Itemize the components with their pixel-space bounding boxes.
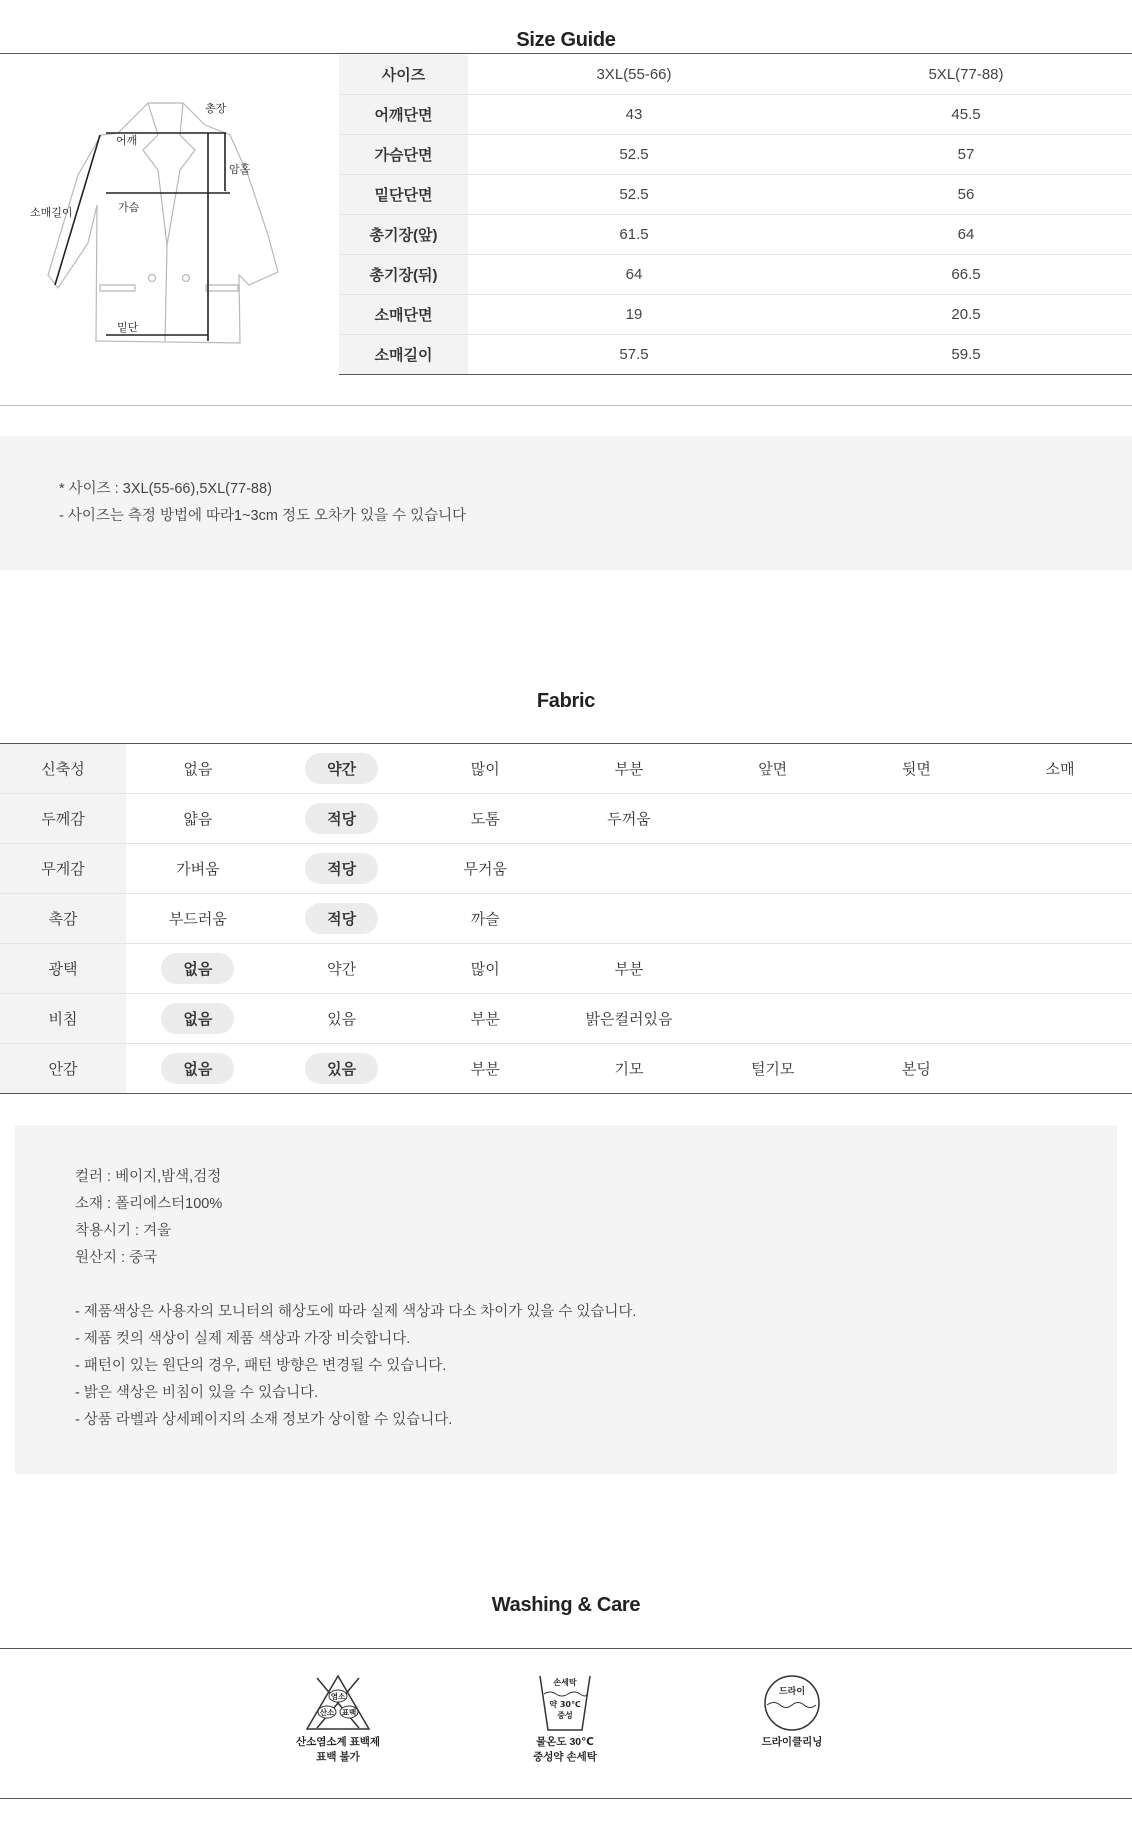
size-table-header-row — [339, 55, 1132, 95]
size-value-cell: 19 — [468, 295, 800, 335]
fabric-option-text: 없음 — [161, 953, 234, 984]
fabric-info-line: 컬러 : 베이지,밤색,검정 — [75, 1169, 222, 1185]
fabric-row-label: 촉감 — [0, 894, 126, 944]
hand-wash-label-1: 물온도 30℃ — [536, 1736, 594, 1748]
fabric-option — [845, 1044, 989, 1094]
fabric-note-spacer — [75, 1272, 636, 1299]
fabric-option-text: 적당 — [305, 803, 378, 834]
fabric-option — [701, 1044, 845, 1094]
fabric-option-text: 부분 — [470, 1061, 500, 1078]
size-row-label: 총기장(뒤) — [339, 255, 468, 295]
size-header-col: 3XL(55-66) — [468, 55, 800, 95]
fabric-option — [845, 844, 989, 894]
size-value-cell: 57 — [800, 135, 1132, 175]
fabric-option — [413, 1044, 557, 1094]
fabric-row — [0, 744, 1132, 794]
fabric-option — [845, 894, 989, 944]
size-value-cell: 59.5 — [800, 335, 1132, 375]
fabric-option-text: 뒷면 — [901, 761, 931, 778]
fabric-option-text: 약간 — [305, 753, 378, 784]
label-chongjang: 총장 — [205, 102, 227, 115]
size-value-cell: 43 — [468, 95, 800, 135]
fabric-option-text: 적당 — [305, 853, 378, 884]
size-guide-title: Size Guide — [516, 29, 616, 51]
fabric-option — [557, 844, 701, 894]
size-note-box — [0, 436, 1132, 570]
fabric-option — [270, 994, 414, 1044]
fabric-option-text: 털기모 — [750, 1061, 795, 1078]
no-bleach-label-1: 산소염소계 표백제 — [295, 1736, 381, 1748]
size-table-row — [339, 335, 1132, 375]
size-table-row — [339, 175, 1132, 215]
fabric-option-text: 있음 — [305, 1053, 378, 1084]
fabric-option-text: 도톰 — [470, 811, 500, 828]
fabric-row — [0, 944, 1132, 994]
fabric-option-text: 부드러움 — [168, 911, 227, 928]
fabric-note-line: - 패턴이 있는 원단의 경우, 패턴 방향은 변경될 수 있습니다. — [75, 1358, 447, 1374]
size-value-cell: 52.5 — [468, 175, 800, 215]
fabric-option-selected — [270, 1044, 414, 1094]
hand-wash-icon — [505, 1672, 625, 1764]
fabric-row-label: 안감 — [0, 1044, 126, 1094]
dry-clean-top-text: 드라이 — [778, 1687, 806, 1697]
fabric-option — [988, 1044, 1132, 1094]
size-value-cell: 61.5 — [468, 215, 800, 255]
hand-wash-bottom-text: 중성 — [557, 1711, 573, 1720]
size-row-label: 어깨단면 — [339, 95, 468, 135]
fabric-option-text: 부분 — [614, 961, 644, 978]
fabric-info-line: 원산지 : 중국 — [75, 1250, 158, 1266]
fabric-option — [845, 794, 989, 844]
size-value-cell: 56 — [800, 175, 1132, 215]
size-table-row — [339, 295, 1132, 335]
fabric-option-text: 적당 — [305, 903, 378, 934]
size-guide-bottom-divider — [0, 405, 1132, 406]
fabric-option-text: 부분 — [470, 1011, 500, 1028]
fabric-option-text: 부분 — [614, 761, 644, 778]
fabric-option-text: 많이 — [470, 761, 500, 778]
size-value-cell: 20.5 — [800, 295, 1132, 335]
fabric-option — [557, 994, 701, 1044]
size-value-cell: 52.5 — [468, 135, 800, 175]
washing-care-title: Washing & Care — [491, 1594, 641, 1616]
fabric-option-text: 있음 — [327, 1011, 357, 1028]
fabric-note-line: - 밝은 색상은 비침이 있을 수 있습니다. — [75, 1385, 319, 1401]
fabric-table — [0, 744, 1132, 1094]
fabric-option — [701, 994, 845, 1044]
fabric-info-line: 소재 : 폴리에스터100% — [75, 1196, 223, 1212]
no-bleach-left-text: 산소 — [319, 1708, 335, 1717]
hand-wash-label-2: 중성약 손세탁 — [533, 1751, 597, 1763]
fabric-row-label: 광택 — [0, 944, 126, 994]
fabric-option-selected — [270, 844, 414, 894]
fabric-option-selected — [270, 894, 414, 944]
fabric-option-text: 없음 — [161, 1003, 234, 1034]
fabric-option — [126, 844, 270, 894]
fabric-option-selected — [126, 994, 270, 1044]
fabric-option-text: 본딩 — [901, 1061, 931, 1078]
label-eokkae: 어깨 — [116, 134, 138, 147]
fabric-option-text: 많이 — [470, 961, 500, 978]
fabric-row — [0, 1044, 1132, 1094]
size-value-cell: 57.5 — [468, 335, 800, 375]
fabric-row — [0, 844, 1132, 894]
label-somae: 소매길이 — [30, 206, 73, 219]
size-table-row — [339, 255, 1132, 295]
fabric-row-label: 두께감 — [0, 794, 126, 844]
no-bleach-icon — [278, 1672, 398, 1764]
no-bleach-right-text: 표백 — [341, 1708, 357, 1717]
jacket-measurement-diagram — [30, 95, 295, 355]
fabric-option — [126, 894, 270, 944]
fabric-option-text: 두꺼움 — [607, 811, 651, 828]
no-bleach-top-text: 염소 — [330, 1692, 346, 1701]
size-value-cell: 64 — [468, 255, 800, 295]
size-row-label: 소매길이 — [339, 335, 468, 375]
label-mitdan: 밑단 — [117, 321, 139, 334]
label-amhol: 암홀 — [229, 163, 251, 176]
fabric-option — [845, 744, 989, 794]
fabric-option — [701, 894, 845, 944]
size-note-line: * 사이즈 : 3XL(55-66),5XL(77-88) — [59, 481, 272, 497]
size-row-label: 가슴단면 — [339, 135, 468, 175]
fabric-option — [701, 944, 845, 994]
fabric-row — [0, 994, 1132, 1044]
size-value-cell: 45.5 — [800, 95, 1132, 135]
fabric-option-selected — [126, 944, 270, 994]
fabric-option — [701, 794, 845, 844]
size-row-label: 소매단면 — [339, 295, 468, 335]
fabric-option-text: 앞면 — [758, 761, 788, 778]
fabric-option — [126, 794, 270, 844]
size-table-row — [339, 135, 1132, 175]
fabric-row — [0, 794, 1132, 844]
fabric-option — [557, 1044, 701, 1094]
fabric-option — [557, 944, 701, 994]
fabric-option — [413, 794, 557, 844]
dry-clean-label: 드라이클리닝 — [761, 1736, 823, 1748]
label-gaseum: 가슴 — [118, 201, 140, 214]
fabric-note-line: - 상품 라벨과 상세페이지의 소재 정보가 상이할 수 있습니다. — [75, 1412, 453, 1428]
fabric-option — [701, 744, 845, 794]
size-table — [339, 55, 1132, 375]
fabric-option-selected — [270, 744, 414, 794]
fabric-option-text: 없음 — [183, 761, 213, 778]
fabric-option — [988, 794, 1132, 844]
fabric-row-label: 비침 — [0, 994, 126, 1044]
fabric-option-text: 무거움 — [463, 861, 508, 878]
fabric-option-text: 약간 — [327, 961, 357, 978]
fabric-title: Fabric — [536, 690, 596, 712]
fabric-option-text: 얇음 — [183, 811, 213, 828]
size-guide-top-divider — [0, 53, 1132, 54]
fabric-option-text: 없음 — [161, 1053, 234, 1084]
size-value-cell: 66.5 — [800, 255, 1132, 295]
fabric-option-text: 기모 — [614, 1061, 644, 1078]
washing-bottom-divider — [0, 1798, 1132, 1799]
dry-clean-icon — [732, 1672, 852, 1749]
fabric-option — [270, 944, 414, 994]
fabric-note-line: - 제품 컷의 색상이 실제 제품 색상과 가장 비슷합니다. — [75, 1331, 411, 1347]
fabric-option-text: 밝은컬러있음 — [585, 1011, 673, 1028]
fabric-option-selected — [126, 1044, 270, 1094]
fabric-option — [126, 744, 270, 794]
fabric-option — [988, 844, 1132, 894]
fabric-option — [413, 844, 557, 894]
fabric-option — [988, 744, 1132, 794]
fabric-option-text: 가벼움 — [176, 861, 220, 878]
fabric-option — [988, 944, 1132, 994]
size-note-line: - 사이즈는 측정 방법에 따라1~3cm 정도 오차가 있을 수 있습니다 — [59, 508, 467, 524]
fabric-row — [0, 894, 1132, 944]
size-table-row — [339, 95, 1132, 135]
fabric-option — [413, 744, 557, 794]
fabric-info-line: 착용시기 : 겨울 — [75, 1223, 172, 1239]
fabric-option — [557, 894, 701, 944]
fabric-row-label: 신축성 — [0, 744, 126, 794]
fabric-note-line: - 제품색상은 사용자의 모니터의 해상도에 따라 실제 색상과 다소 차이가 있을 수 있습니다. — [75, 1304, 637, 1320]
fabric-info-box — [15, 1125, 1117, 1474]
hand-wash-top-text: 손세탁 — [553, 1678, 577, 1687]
fabric-option — [413, 944, 557, 994]
size-row-label: 총기장(앞) — [339, 215, 468, 255]
fabric-option — [557, 744, 701, 794]
size-row-label: 밑단단면 — [339, 175, 468, 215]
washing-top-divider — [0, 1648, 1132, 1649]
fabric-option — [988, 894, 1132, 944]
fabric-option — [413, 994, 557, 1044]
size-header-label: 사이즈 — [339, 55, 468, 95]
fabric-option — [701, 844, 845, 894]
fabric-option-text: 소매 — [1045, 761, 1075, 778]
size-table-row — [339, 215, 1132, 255]
fabric-option — [845, 944, 989, 994]
size-header-col: 5XL(77-88) — [800, 55, 1132, 95]
fabric-option — [557, 794, 701, 844]
hand-wash-mid-text: 약 30℃ — [549, 1700, 581, 1709]
fabric-option — [413, 894, 557, 944]
fabric-option — [845, 994, 989, 1044]
fabric-option — [988, 994, 1132, 1044]
no-bleach-label-2: 표백 불가 — [316, 1751, 360, 1763]
fabric-option-text: 까슬 — [470, 911, 500, 928]
size-value-cell: 64 — [800, 215, 1132, 255]
fabric-row-label: 무게감 — [0, 844, 126, 894]
fabric-option-selected — [270, 794, 414, 844]
